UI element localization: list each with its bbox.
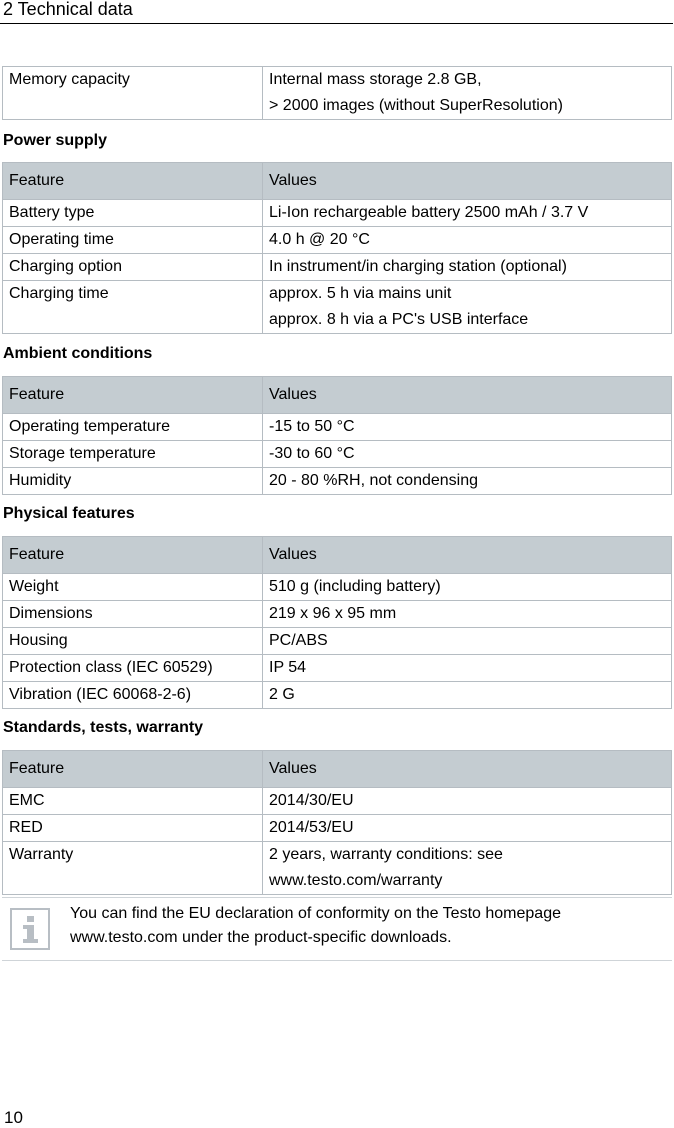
table-header-row [3, 751, 672, 788]
value-line: www.testo.com/warranty [269, 872, 443, 889]
table-header-row [3, 537, 672, 574]
column-header-values: Values [263, 377, 672, 414]
table-row [3, 574, 672, 601]
value-cell: 2014/53/EU [263, 815, 672, 842]
value-cell: 510 g (including battery) [263, 574, 672, 601]
page-number: 10 [4, 1108, 23, 1127]
value-cell: 2 G [263, 682, 672, 709]
value-cell [263, 67, 672, 120]
physical-features-table [2, 536, 672, 709]
column-header-feature: Feature [3, 537, 263, 574]
section-heading-standards: Standards, tests, warranty [3, 719, 204, 736]
feature-cell: Battery type [3, 200, 263, 227]
info-note-text [70, 902, 670, 950]
note-line: www.testo.com under the product-specific downloads. [70, 929, 452, 946]
value-line: > 2000 images (without SuperResolution) [269, 97, 563, 114]
value-cell: -15 to 50 °C [263, 414, 672, 441]
column-header-feature: Feature [3, 163, 263, 200]
table-row [3, 227, 672, 254]
value-line: approx. 5 h via mains unit [269, 285, 452, 302]
table-row [3, 815, 672, 842]
column-header-feature: Feature [3, 751, 263, 788]
value-cell [263, 842, 672, 895]
column-header-feature: Feature [3, 377, 263, 414]
feature-cell: Operating time [3, 227, 263, 254]
value-cell [263, 281, 672, 334]
feature-cell: Vibration (IEC 60068-2-6) [3, 682, 263, 709]
table-row [3, 254, 672, 281]
section-heading-physical-features: Physical features [3, 505, 135, 522]
table-row [3, 601, 672, 628]
table-header-row [3, 377, 672, 414]
table-row [3, 67, 672, 120]
table-row [3, 468, 672, 495]
table-row [3, 788, 672, 815]
value-cell: In instrument/in charging station (optional) [263, 254, 672, 281]
standards-table [2, 750, 672, 895]
feature-cell: Charging option [3, 254, 263, 281]
feature-cell: RED [3, 815, 263, 842]
feature-cell: Protection class (IEC 60529) [3, 655, 263, 682]
section-heading-ambient-conditions: Ambient conditions [3, 345, 153, 362]
value-cell: IP 54 [263, 655, 672, 682]
column-header-values: Values [263, 537, 672, 574]
feature-cell: Operating temperature [3, 414, 263, 441]
feature-cell: EMC [3, 788, 263, 815]
value-cell: 2014/30/EU [263, 788, 672, 815]
info-icon [10, 908, 50, 950]
table-row [3, 200, 672, 227]
table-row [3, 281, 672, 334]
table-row [3, 842, 672, 895]
power-supply-table [2, 162, 672, 334]
value-cell: -30 to 60 °C [263, 441, 672, 468]
section-heading-power-supply: Power supply [3, 132, 108, 149]
feature-cell: Memory capacity [3, 67, 263, 120]
value-cell: PC/ABS [263, 628, 672, 655]
table-row [3, 414, 672, 441]
value-line: approx. 8 h via a PC's USB interface [269, 311, 529, 328]
feature-cell: Humidity [3, 468, 263, 495]
feature-cell: Dimensions [3, 601, 263, 628]
value-line: 2 years, warranty conditions: see [269, 846, 503, 863]
value-cell: 219 x 96 x 95 mm [263, 601, 672, 628]
feature-cell: Warranty [3, 842, 263, 895]
table-row [3, 655, 672, 682]
column-header-values: Values [263, 751, 672, 788]
header-rule [0, 23, 673, 24]
table-row [3, 682, 672, 709]
feature-cell: Weight [3, 574, 263, 601]
value-cell: 20 - 80 %RH, not condensing [263, 468, 672, 495]
value-cell: Li-Ion rechargeable battery 2500 mAh / 3.7 V [263, 200, 672, 227]
feature-cell: Housing [3, 628, 263, 655]
feature-cell: Charging time [3, 281, 263, 334]
column-header-values: Values [263, 163, 672, 200]
info-note [2, 897, 672, 961]
memory-table [2, 66, 672, 120]
value-line: Internal mass storage 2.8 GB, [269, 71, 482, 88]
ambient-conditions-table [2, 376, 672, 495]
value-cell: 4.0 h @ 20 °C [263, 227, 672, 254]
table-row [3, 628, 672, 655]
table-header-row [3, 163, 672, 200]
note-line: You can find the EU declaration of conformity on the Testo homepage [70, 905, 561, 922]
table-row [3, 441, 672, 468]
chapter-title: 2 Technical data [3, 0, 133, 19]
feature-cell: Storage temperature [3, 441, 263, 468]
